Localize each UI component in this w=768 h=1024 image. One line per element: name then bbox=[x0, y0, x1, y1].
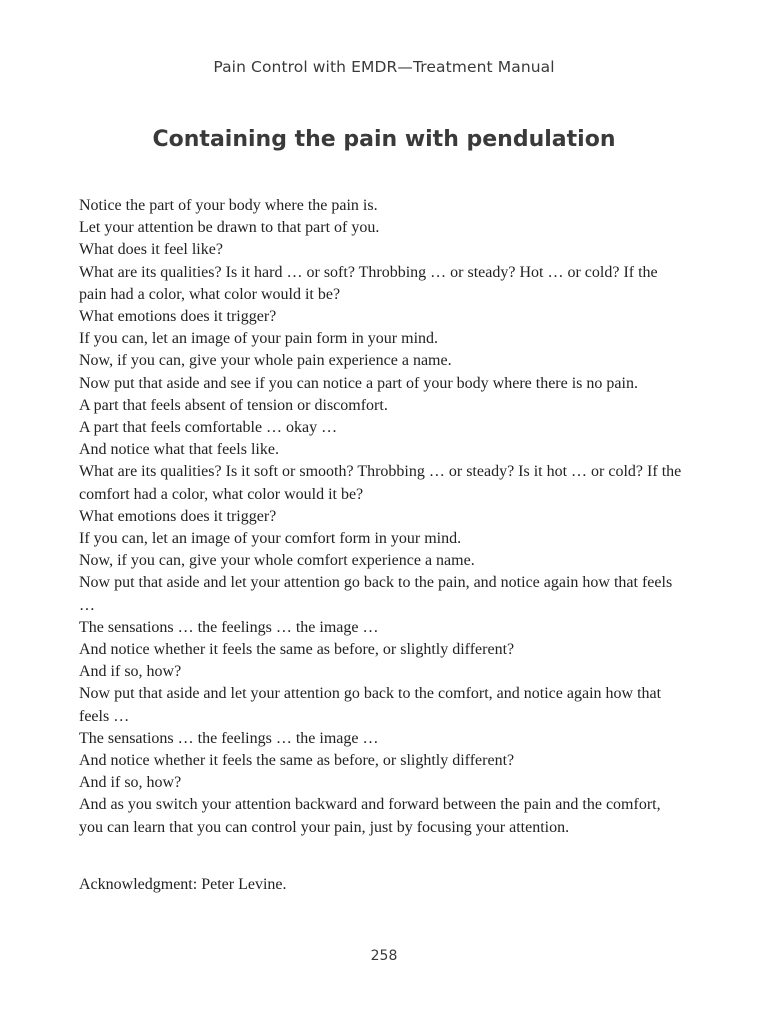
paragraph: Now, if you can, give your whole comfort experience a name. bbox=[79, 552, 475, 570]
paragraph: What emotions does it trigger? bbox=[79, 507, 277, 525]
paragraph: What are its qualities? Is it soft or smooth? Throbbing … or steady? Is it hot … or cold? If the comfort had a color, what color would it be? bbox=[79, 463, 682, 503]
body-text bbox=[79, 195, 685, 839]
paragraph: What are its qualities? Is it hard … or soft? Throbbing … or steady? Hot … or cold? If the pain had a color, what color would it be? bbox=[79, 263, 658, 303]
paragraph: Now, if you can, give your whole pain experience a name. bbox=[79, 352, 452, 370]
paragraph: A part that feels absent of tension or discomfort. bbox=[79, 396, 388, 414]
paragraph: If you can, let an image of your pain form in your mind. bbox=[79, 330, 439, 348]
paragraph: Now put that aside and let your attention go back to the pain, and notice again how that feels … bbox=[79, 574, 673, 614]
paragraph: The sensations … the feelings … the image … bbox=[79, 618, 379, 636]
paragraph: What does it feel like? bbox=[79, 241, 223, 259]
paragraph: Notice the part of your body where the pain is. bbox=[79, 197, 378, 214]
paragraph: And notice whether it feels the same as before, or slightly different? bbox=[79, 641, 515, 659]
paragraph: Now put that aside and see if you can notice a part of your body where there is no pain. bbox=[79, 374, 638, 392]
paragraph: If you can, let an image of your comfort form in your mind. bbox=[79, 530, 462, 548]
paragraph: The sensations … the feelings … the image … bbox=[79, 729, 379, 747]
page-title: Containing the pain with pendulation bbox=[152, 127, 616, 152]
paragraph: And if so, how? bbox=[79, 663, 182, 681]
paragraph: What emotions does it trigger? bbox=[79, 308, 277, 326]
paragraph: And notice whether it feels the same as before, or slightly different? bbox=[79, 752, 515, 770]
paragraph: A part that feels comfortable … okay … bbox=[79, 419, 338, 437]
paragraph: And notice what that feels like. bbox=[79, 441, 279, 459]
running-head: Pain Control with EMDR—Treatment Manual bbox=[213, 58, 555, 76]
acknowledgment: Acknowledgment: Peter Levine. bbox=[79, 876, 287, 893]
paragraph: Now put that aside and let your attention go back to the comfort, and notice again how that feels … bbox=[79, 685, 662, 725]
paragraph: Let your attention be drawn to that part of you. bbox=[79, 219, 380, 237]
paragraph: And as you switch your attention backward and forward between the pain and the comfort, you can learn that you can control your pain, just by focusing your attention. bbox=[79, 796, 661, 836]
page-number: 258 bbox=[370, 948, 398, 964]
paragraph: And if so, how? bbox=[79, 774, 182, 792]
